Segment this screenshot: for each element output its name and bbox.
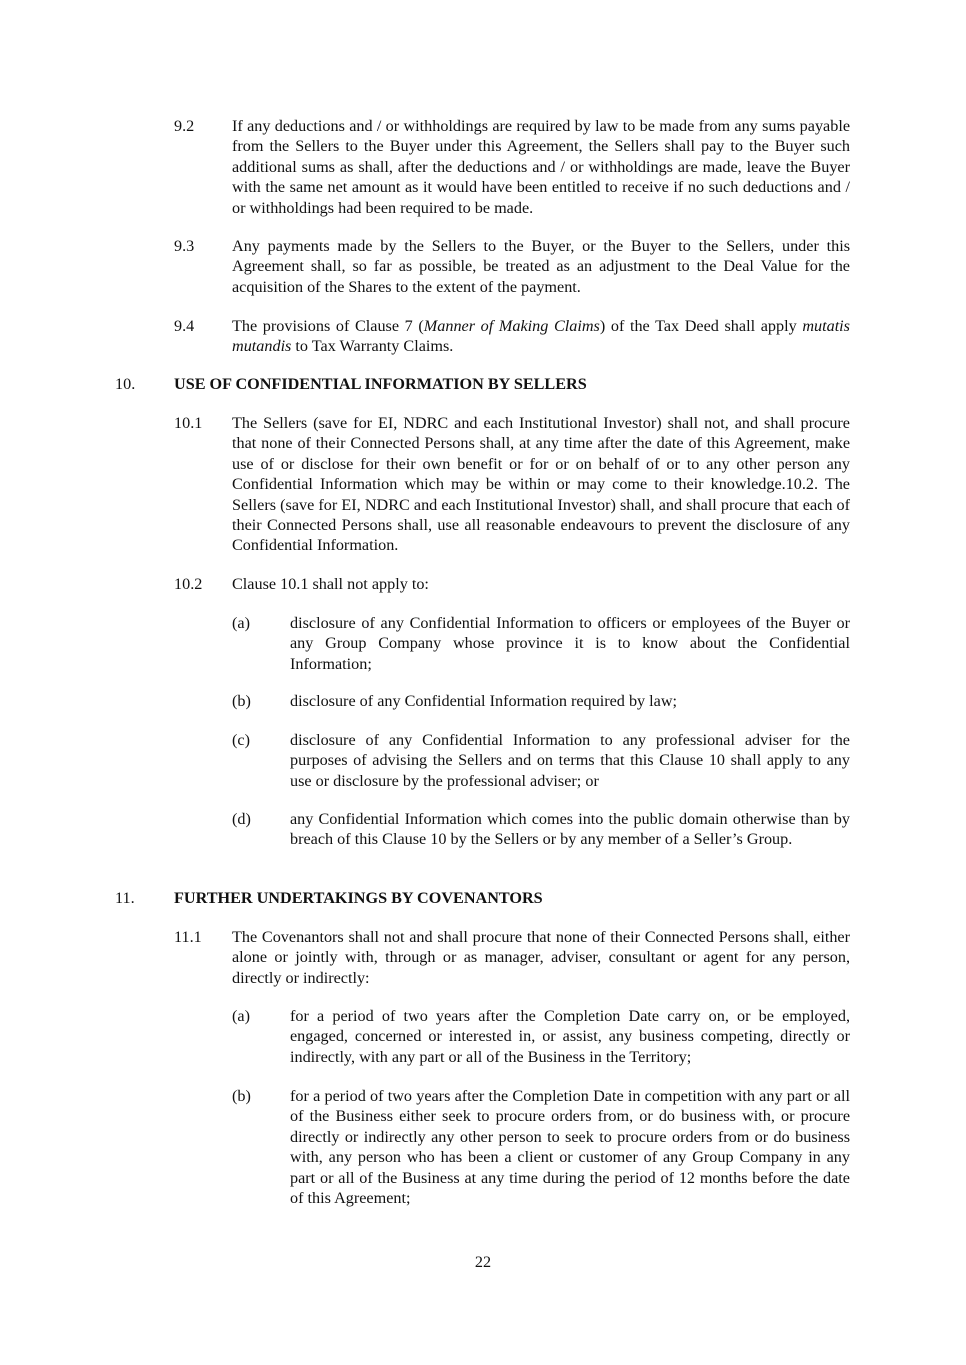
clause-text: If any deductions and / or withholdings are required by law to be made from any sums payable from the Sellers to the Buyer under this Agreement, the Sellers shall pay to the Buyer such additional sums as shall, after the deductions and / or withholdings are made, leave the Buyer with the same net amount as it would have been entitled to receive if no such deductions and / or withholdings had been required to be made. xyxy=(232,117,850,217)
item-number: (c) xyxy=(232,731,250,749)
item-text: any Confidential Information which comes into the public domain otherwise than by breach of this Clause 10 by the Sellers or by any member of a Seller’s Group. xyxy=(290,810,850,849)
item-number: (d) xyxy=(232,810,251,828)
clause-text xyxy=(232,316,850,357)
clause-text-part: to Tax Warranty Claims. xyxy=(291,337,454,356)
section-number: 11. xyxy=(115,889,135,907)
clause-11-1-a xyxy=(232,1006,850,1067)
clause-number: 9.2 xyxy=(174,117,195,135)
section-title: USE OF CONFIDENTIAL INFORMATION BY SELLERS xyxy=(174,375,587,393)
clause-text: Clause 10.1 shall not apply to: xyxy=(232,575,429,593)
clause-number: 10.2 xyxy=(174,575,203,593)
item-text: disclosure of any Confidential Information to any professional adviser for the purposes of advising the Sellers and on terms that this Clause 10 shall apply to any use or disclosure by the professional adviser; or xyxy=(290,731,850,790)
clause-text-italic: mutatis mutandis xyxy=(232,317,850,356)
clause-9-2 xyxy=(174,116,850,218)
section-title: FURTHER UNDERTAKINGS BY COVENANTORS xyxy=(174,889,543,907)
clause-11-1-b xyxy=(232,1086,850,1208)
section-10-heading xyxy=(115,374,850,394)
clause-10-2-d xyxy=(232,809,850,850)
item-number: (b) xyxy=(232,1087,251,1105)
clause-text: The Covenantors shall not and shall procure that none of their Connected Persons shall, either alone or jointly with, through or as manager, adviser, consultant or agent for any person, directly or indirectly: xyxy=(232,928,850,987)
page-number: 22 xyxy=(474,1253,492,1271)
clause-10-1 xyxy=(174,413,850,556)
clause-number: 11.1 xyxy=(174,928,202,946)
clause-10-2-a xyxy=(232,613,850,674)
clause-10-2 xyxy=(174,574,850,594)
item-text: for a period of two years after the Completion Date carry on, or be employed, engaged, concerned or interested in, or assist, any business competing, directly or indirectly, with any part or all of the Business in the Territory; xyxy=(290,1007,850,1066)
item-number: (a) xyxy=(232,1007,250,1025)
section-11-heading xyxy=(115,888,850,908)
item-text: disclosure of any Confidential Information required by law; xyxy=(290,692,678,710)
clause-10-2-b xyxy=(232,691,850,711)
item-number: (a) xyxy=(232,614,250,632)
clause-text: Any payments made by the Sellers to the Buyer, or the Buyer to the Sellers, under this Agreement shall, so far as possible, be treated as an adjustment to the Deal Value for the acquisition of the Shares to the extent of the payment. xyxy=(232,237,850,296)
section-number: 10. xyxy=(115,375,136,393)
clause-number: 10.1 xyxy=(174,414,203,432)
clause-11-1 xyxy=(174,927,850,988)
clause-text-part: ) of the Tax Deed shall apply xyxy=(599,317,803,335)
item-text: for a period of two years after the Completion Date in competition with any part or all of the Business either seek to procure orders from, or do business with, or procure directly or indirectly any other person to seek to procure orders from or do business with, any person who has been a client or customer of any Group Company in any part or all of the Business at any time during the period of 12 months before the date of this Agreement; xyxy=(290,1087,850,1208)
clause-9-4 xyxy=(174,316,850,357)
item-number: (b) xyxy=(232,692,251,710)
item-text: disclosure of any Confidential Information to officers or employees of the Buyer or any Group Company whose province it is to know about the Confidential Information; xyxy=(290,614,850,673)
clause-9-3 xyxy=(174,236,850,297)
clause-10-2-c xyxy=(232,730,850,791)
clause-text-part: The provisions of Clause 7 ( xyxy=(232,317,424,335)
clause-text-italic: Manner of Making Claims xyxy=(423,317,600,335)
clause-text: The Sellers (save for EI, NDRC and each Institutional Investor) shall not, and shall procure that none of their Connected Persons shall, at any time after the date of this Agreement, make use of or disclose for their own benefit or for or on behalf of or to any other person any Confidential Information which may be within or may come to their knowledge.10.2. The Sellers (save for EI, NDRC and each Institutional Investor) shall, and shall procure that each of their Connected Persons shall, use all reasonable endeavours to prevent the disclosure of any Confidential Information. xyxy=(232,414,850,555)
clause-number: 9.4 xyxy=(174,317,195,335)
clause-number: 9.3 xyxy=(174,237,195,255)
